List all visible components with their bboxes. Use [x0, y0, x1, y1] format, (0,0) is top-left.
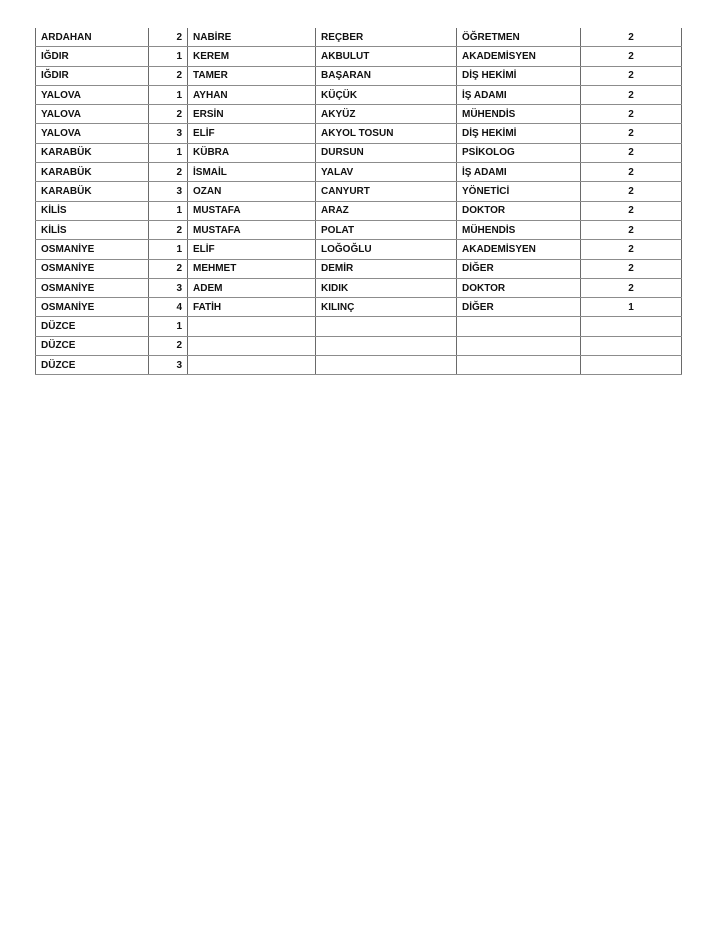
last-name-cell: CANYURT: [316, 182, 457, 201]
order-cell: 3: [149, 278, 188, 297]
table-row: [36, 85, 682, 104]
document-page: [35, 28, 681, 375]
count-cell: 2: [581, 47, 682, 66]
profession-cell: AKADEMİSYEN: [457, 240, 581, 259]
candidate-table: [35, 28, 682, 375]
profession-cell: DİĞER: [457, 298, 581, 317]
first-name-cell: [188, 356, 316, 375]
table-row: [36, 66, 682, 85]
order-cell: 4: [149, 298, 188, 317]
province-cell: DÜZCE: [36, 317, 149, 336]
table-row: [36, 220, 682, 239]
province-cell: IĞDIR: [36, 47, 149, 66]
first-name-cell: ELİF: [188, 240, 316, 259]
count-cell: 2: [581, 28, 682, 47]
order-cell: 3: [149, 182, 188, 201]
profession-cell: DİĞER: [457, 259, 581, 278]
last-name-cell: KÜÇÜK: [316, 85, 457, 104]
province-cell: DÜZCE: [36, 356, 149, 375]
first-name-cell: NABİRE: [188, 28, 316, 47]
order-cell: 3: [149, 356, 188, 375]
order-cell: 3: [149, 124, 188, 143]
profession-cell: [457, 336, 581, 355]
profession-cell: DİŞ HEKİMİ: [457, 66, 581, 85]
count-cell: 2: [581, 143, 682, 162]
order-cell: 2: [149, 259, 188, 278]
province-cell: YALOVA: [36, 85, 149, 104]
order-cell: 1: [149, 240, 188, 259]
count-cell: 2: [581, 124, 682, 143]
profession-cell: ÖĞRETMEN: [457, 28, 581, 47]
count-cell: [581, 356, 682, 375]
profession-cell: YÖNETİCİ: [457, 182, 581, 201]
province-cell: YALOVA: [36, 105, 149, 124]
count-cell: 2: [581, 163, 682, 182]
last-name-cell: AKYÜZ: [316, 105, 457, 124]
profession-cell: DOKTOR: [457, 201, 581, 220]
province-cell: OSMANİYE: [36, 298, 149, 317]
order-cell: 1: [149, 47, 188, 66]
table-row: [36, 47, 682, 66]
table-row: [36, 201, 682, 220]
count-cell: 2: [581, 220, 682, 239]
table-body: [36, 28, 682, 375]
last-name-cell: REÇBER: [316, 28, 457, 47]
order-cell: 2: [149, 220, 188, 239]
province-cell: KARABÜK: [36, 163, 149, 182]
table-row: [36, 336, 682, 355]
last-name-cell: ARAZ: [316, 201, 457, 220]
last-name-cell: [316, 356, 457, 375]
last-name-cell: AKBULUT: [316, 47, 457, 66]
order-cell: 1: [149, 143, 188, 162]
order-cell: 1: [149, 201, 188, 220]
table-row: [36, 298, 682, 317]
order-cell: 2: [149, 336, 188, 355]
profession-cell: PSİKOLOG: [457, 143, 581, 162]
last-name-cell: [316, 317, 457, 336]
profession-cell: MÜHENDİS: [457, 220, 581, 239]
last-name-cell: LOĞOĞLU: [316, 240, 457, 259]
order-cell: 1: [149, 317, 188, 336]
last-name-cell: DEMİR: [316, 259, 457, 278]
province-cell: KİLİS: [36, 220, 149, 239]
count-cell: 2: [581, 278, 682, 297]
profession-cell: DOKTOR: [457, 278, 581, 297]
table-row: [36, 182, 682, 201]
count-cell: [581, 336, 682, 355]
first-name-cell: MUSTAFA: [188, 220, 316, 239]
order-cell: 2: [149, 66, 188, 85]
profession-cell: İŞ ADAMI: [457, 85, 581, 104]
profession-cell: MÜHENDİS: [457, 105, 581, 124]
province-cell: IĞDIR: [36, 66, 149, 85]
province-cell: KARABÜK: [36, 182, 149, 201]
province-cell: KİLİS: [36, 201, 149, 220]
count-cell: 1: [581, 298, 682, 317]
table-row: [36, 124, 682, 143]
first-name-cell: İSMAİL: [188, 163, 316, 182]
first-name-cell: ADEM: [188, 278, 316, 297]
table-row: [36, 278, 682, 297]
province-cell: ARDAHAN: [36, 28, 149, 47]
province-cell: YALOVA: [36, 124, 149, 143]
table-row: [36, 143, 682, 162]
first-name-cell: OZAN: [188, 182, 316, 201]
first-name-cell: FATİH: [188, 298, 316, 317]
table-row: [36, 317, 682, 336]
count-cell: 2: [581, 66, 682, 85]
province-cell: KARABÜK: [36, 143, 149, 162]
table-row: [36, 240, 682, 259]
province-cell: OSMANİYE: [36, 240, 149, 259]
last-name-cell: AKYOL TOSUN: [316, 124, 457, 143]
order-cell: 2: [149, 163, 188, 182]
order-cell: 2: [149, 28, 188, 47]
last-name-cell: DURSUN: [316, 143, 457, 162]
count-cell: 2: [581, 182, 682, 201]
profession-cell: DİŞ HEKİMİ: [457, 124, 581, 143]
province-cell: DÜZCE: [36, 336, 149, 355]
table-row: [36, 105, 682, 124]
first-name-cell: ERSİN: [188, 105, 316, 124]
first-name-cell: TAMER: [188, 66, 316, 85]
profession-cell: AKADEMİSYEN: [457, 47, 581, 66]
first-name-cell: KÜBRA: [188, 143, 316, 162]
table-row: [36, 28, 682, 47]
province-cell: OSMANİYE: [36, 278, 149, 297]
first-name-cell: MEHMET: [188, 259, 316, 278]
count-cell: 2: [581, 85, 682, 104]
count-cell: 2: [581, 240, 682, 259]
table-row: [36, 259, 682, 278]
order-cell: 1: [149, 85, 188, 104]
count-cell: 2: [581, 259, 682, 278]
profession-cell: İŞ ADAMI: [457, 163, 581, 182]
first-name-cell: ELİF: [188, 124, 316, 143]
province-cell: OSMANİYE: [36, 259, 149, 278]
profession-cell: [457, 317, 581, 336]
last-name-cell: KILINÇ: [316, 298, 457, 317]
profession-cell: [457, 356, 581, 375]
order-cell: 2: [149, 105, 188, 124]
last-name-cell: BAŞARAN: [316, 66, 457, 85]
table-row: [36, 163, 682, 182]
last-name-cell: POLAT: [316, 220, 457, 239]
first-name-cell: AYHAN: [188, 85, 316, 104]
first-name-cell: [188, 336, 316, 355]
first-name-cell: [188, 317, 316, 336]
last-name-cell: YALAV: [316, 163, 457, 182]
first-name-cell: MUSTAFA: [188, 201, 316, 220]
count-cell: 2: [581, 201, 682, 220]
table-row: [36, 356, 682, 375]
count-cell: [581, 317, 682, 336]
count-cell: 2: [581, 105, 682, 124]
last-name-cell: [316, 336, 457, 355]
last-name-cell: KIDIK: [316, 278, 457, 297]
first-name-cell: KEREM: [188, 47, 316, 66]
